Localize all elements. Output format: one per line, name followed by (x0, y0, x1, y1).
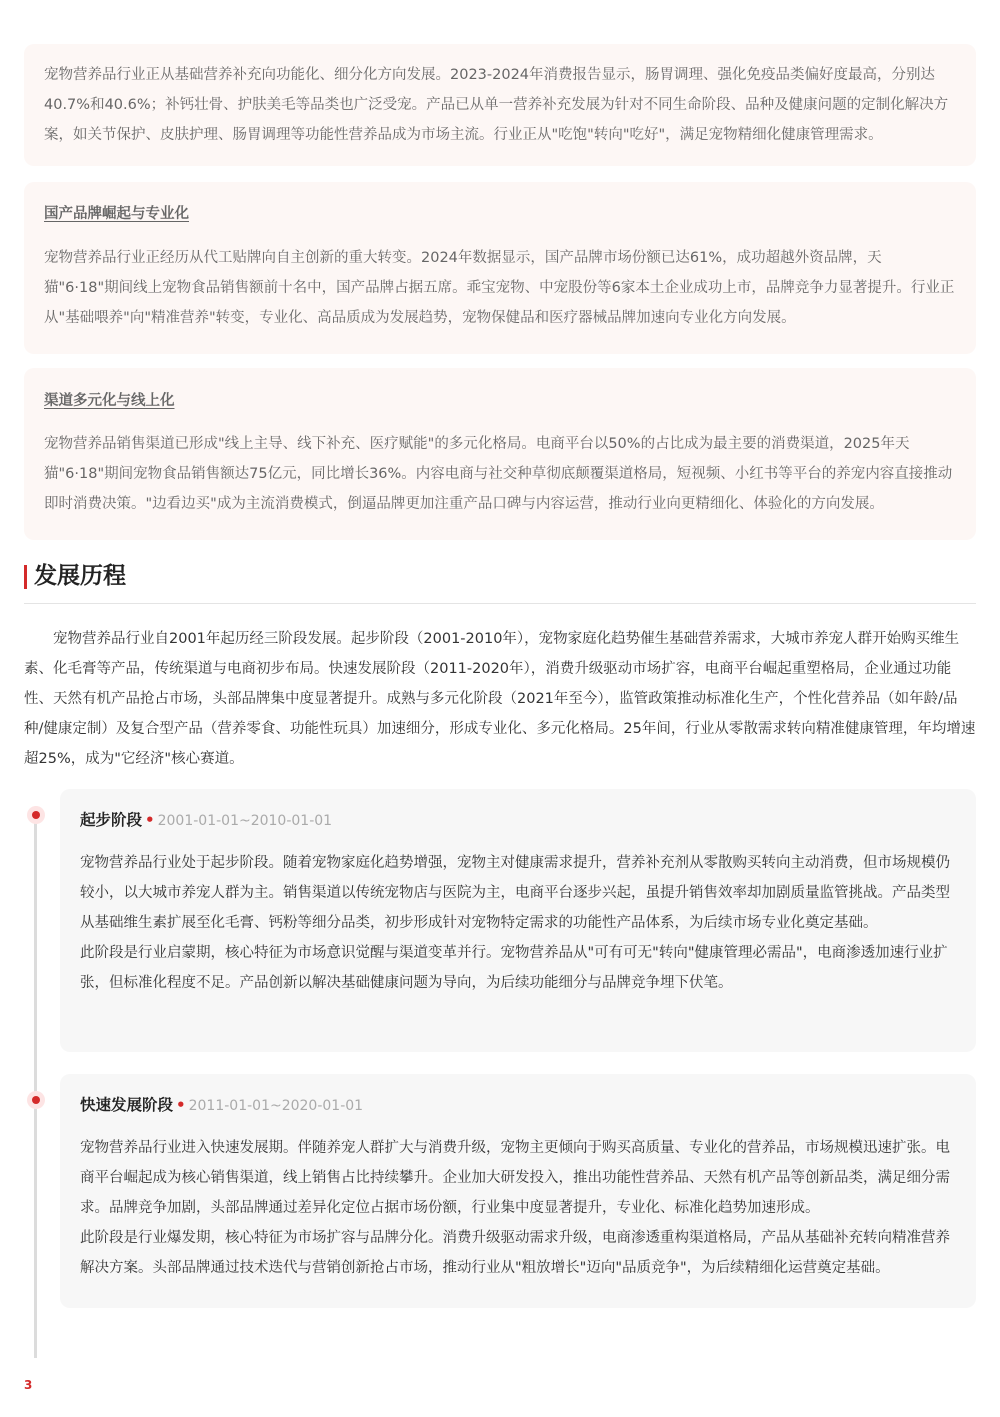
section-header (24, 560, 976, 604)
stage-description: 宠物营养品行业处于起步阶段。随着宠物家庭化趋势增强，宠物主对健康需求提升，营养补充剂从零散购买转向主动消费，但市场规模仍较小，以大城市养宠人群为主。销售渠道以传统宠物店与医院为主，电商平台逐步兴起，虽提升销售效率却加剧质量监管挑战。产品类型从基础维生素扩展至化毛膏、钙粉等细分品类，初步形成针对宠物特定需求的功能性产品体系，为后续市场专业化奠定基础。 (80, 855, 950, 931)
stage-header (80, 808, 956, 833)
section-title: 发展历程 (34, 563, 126, 589)
trend-card-functional (24, 44, 976, 166)
section-intro: 宠物营养品行业自2001年起历经三阶段发展。起步阶段（2001-2010年），宠物家庭化趋势催生基础营养需求，大城市养宠人群开始购买维生素、化毛膏等产品，传统渠道与电商初步布局。快速发展阶段（2011-2020年），消费升级驱动市场扩容，电商平台崛起重塑格局，企业通过功能性、天然有机产品抢占市场，头部品牌集中度显著提升。成熟与多元化阶段（2021年至今），监管政策推动标准化生产，个性化营养品（如年龄/品种/健康定制）及复合型产品（营养零食、功能性玩具）加速细分，形成专业化、多元化格局。25年间，行业从零散需求转向精准健康管理，年均增速超25%，成为"它经济"核心赛道。 (24, 631, 976, 767)
trend-card-title: 国产品牌崛起与专业化 (44, 206, 189, 222)
trend-card-text: 宠物营养品行业正经历从代工贴牌向自主创新的重大转变。2024年数据显示，国产品牌市场份额已达61%，成功超越外资品牌，天猫"6·18"期间线上宠物食品销售额前十名中，国产品牌占据五席。乖宝宠物、中宠股份等6家本土企业成功上市，品牌竞争力显著提升。行业正从"基础喂养"向"精准营养"转变，专业化、高品质成为发展趋势，宠物保健品和医疗器械品牌加速向专业化方向发展。 (44, 250, 955, 326)
stage-name: 起步阶段 (80, 811, 143, 829)
trend-card-text: 宠物营养品行业正从基础营养补充向功能化、细分化方向发展。2023-2024年消费报告显示，肠胃调理、强化免疫品类偏好度最高，分别达40.7%和40.6%；补钙壮骨、护肤美毛等品类也广泛受宠。产品已从单一营养补充发展为针对不同生命阶段、品种及健康问题的定制化解决方案，如关节保护、皮肤护理、肠胃调理等功能性营养品成为市场主流。行业正从"吃饱"转向"吃好"，满足宠物精细化健康管理需求。 (44, 67, 949, 143)
stage-header (80, 1093, 956, 1118)
timeline-dot (27, 1091, 45, 1109)
trend-card-text: 宠物营养品销售渠道已形成"线上主导、线下补充、医疗赋能"的多元化格局。电商平台以50%的占比成为最主要的消费渠道，2025年天猫"6·18"期间宠物食品销售额达75亿元，同比增长36%。内容电商与社交种草彻底颠覆渠道格局，短视频、小红书等平台的养宠内容直接推动即时消费决策。"边看边买"成为主流消费模式，倒逼品牌更加注重产品口碑与内容运营，推动行业向更精细化、体验化的方向发展。 (44, 436, 953, 512)
stage-name: 快速发展阶段 (80, 1096, 174, 1114)
timeline-dot (27, 806, 45, 824)
stage-summary: 此阶段是行业启蒙期，核心特征为市场意识觉醒与渠道变革并行。宠物营养品从"可有可无"转向"健康管理必需品"，电商渗透加速行业扩张，但标准化程度不足。产品创新以解决基础健康问题为导向，为后续功能细分与品牌竞争埋下伏笔。 (80, 945, 948, 991)
stage-separator: • (176, 1096, 186, 1114)
stage-card-rapid-growth (60, 1074, 976, 1308)
trend-card-domestic-brands (24, 182, 976, 354)
stage-dates: 2001-01-01~2010-01-01 (157, 813, 333, 829)
section-accent-bar (24, 565, 27, 589)
trend-card-title: 渠道多元化与线上化 (44, 393, 175, 409)
stage-separator: • (145, 811, 155, 829)
stage-dates: 2011-01-01~2020-01-01 (188, 1098, 364, 1114)
timeline-line (34, 808, 37, 1358)
trend-card-channels (24, 368, 976, 540)
stage-description: 宠物营养品行业进入快速发展期。伴随养宠人群扩大与消费升级，宠物主更倾向于购买高质量、专业化的营养品，市场规模迅速扩张。电商平台崛起成为核心销售渠道，线上销售占比持续攀升。企业加大研发投入，推出功能性营养品、天然有机产品等创新品类，满足细分需求。品牌竞争加剧，头部品牌通过差异化定位占据市场份额，行业集中度显著提升，专业化、标准化趋势加速形成。 (80, 1140, 950, 1216)
stage-card-initial (60, 789, 976, 1052)
page-number: 3 (24, 1378, 33, 1392)
stage-summary: 此阶段是行业爆发期，核心特征为市场扩容与品牌分化。消费升级驱动需求升级，电商渗透重构渠道格局，产品从基础补充转向精准营养解决方案。头部品牌通过技术迭代与营销创新抢占市场，推动行业从"粗放增长"迈向"品质竞争"，为后续精细化运营奠定基础。 (80, 1230, 950, 1276)
